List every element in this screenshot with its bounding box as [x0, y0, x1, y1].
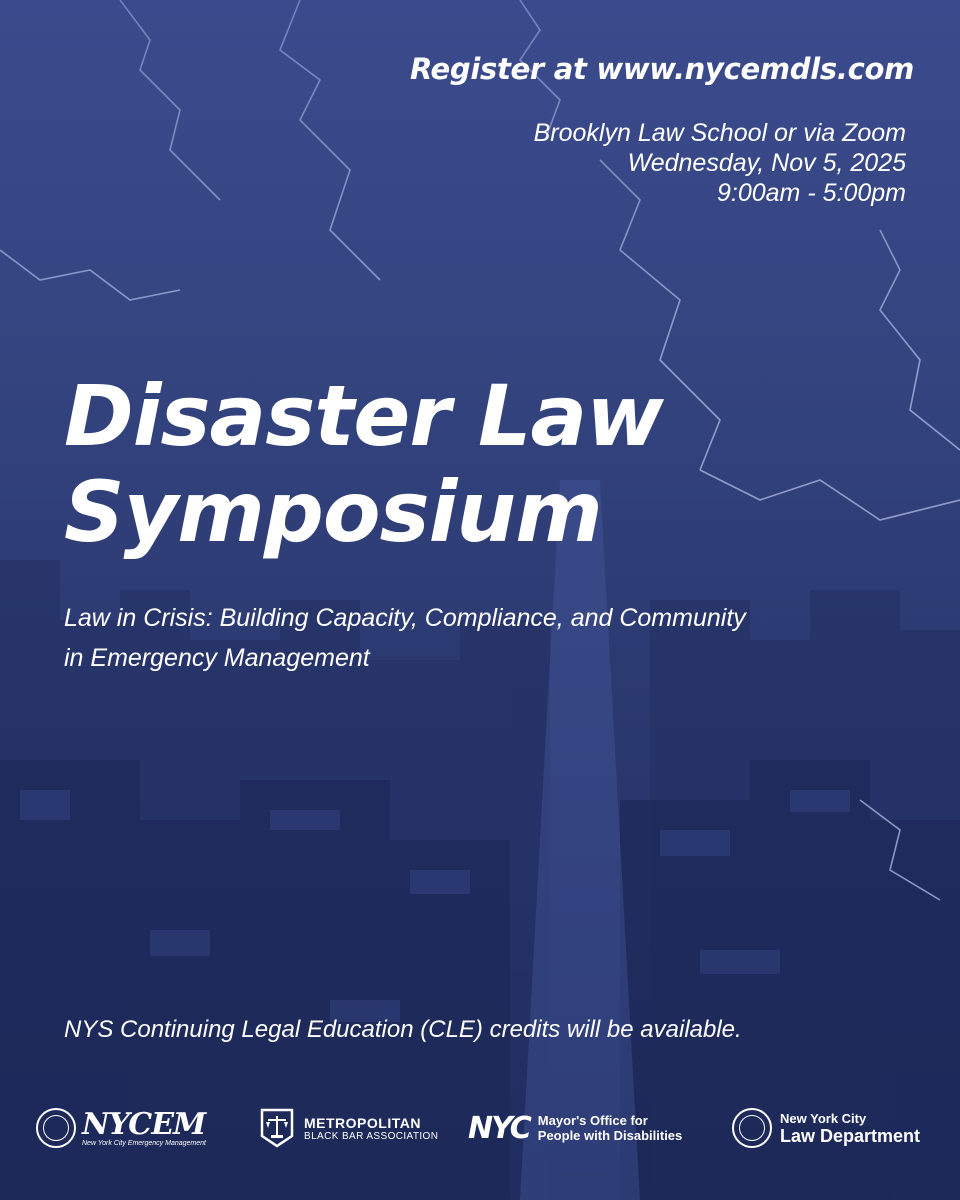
registration-url[interactable]: Register at www.nycemdls.com — [409, 52, 914, 86]
nycem-logo — [36, 1098, 206, 1158]
event-time: 9:00am - 5:00pm — [717, 179, 906, 207]
nycem-tagline: New York City Emergency Management — [82, 1139, 206, 1147]
subtitle-line-2: in Emergency Management — [64, 644, 370, 672]
cle-credits-note: NYS Continuing Legal Education (CLE) credits will be available. — [64, 1016, 742, 1043]
nycem-wordmark: NYCEM — [82, 1106, 206, 1142]
event-details — [534, 118, 906, 208]
title-line-2: Symposium — [64, 463, 602, 561]
title-line-1: Disaster Law — [64, 367, 663, 465]
mopd-name-line-1: Mayor's Office for — [537, 1113, 648, 1128]
mopd-name-line-2: People with Disabilities — [537, 1128, 683, 1143]
nyc-seal-icon — [732, 1108, 772, 1148]
mbba-name-line-1: METROPOLITAN — [304, 1114, 421, 1131]
nycem-seal-icon — [36, 1108, 76, 1148]
nyc-wordmark: NYC — [468, 1110, 530, 1146]
law-department-line-1: New York City — [780, 1110, 867, 1126]
event-date: Wednesday, Nov 5, 2025 — [627, 149, 906, 177]
sponsor-logos — [36, 1098, 926, 1158]
event-location: Brooklyn Law School or via Zoom — [533, 119, 906, 147]
event-subtitle — [64, 598, 904, 678]
event-title — [64, 368, 663, 560]
law-department-logo — [732, 1098, 920, 1158]
subtitle-line-1: Law in Crisis: Building Capacity, Compliance, and Community — [64, 604, 746, 632]
law-department-line-2: Law Department — [780, 1125, 921, 1146]
mopd-logo — [468, 1098, 682, 1158]
mbba-name-line-2: BLACK BAR ASSOCIATION — [304, 1130, 439, 1142]
scales-of-justice-icon — [260, 1108, 294, 1148]
mbba-logo — [260, 1098, 438, 1158]
